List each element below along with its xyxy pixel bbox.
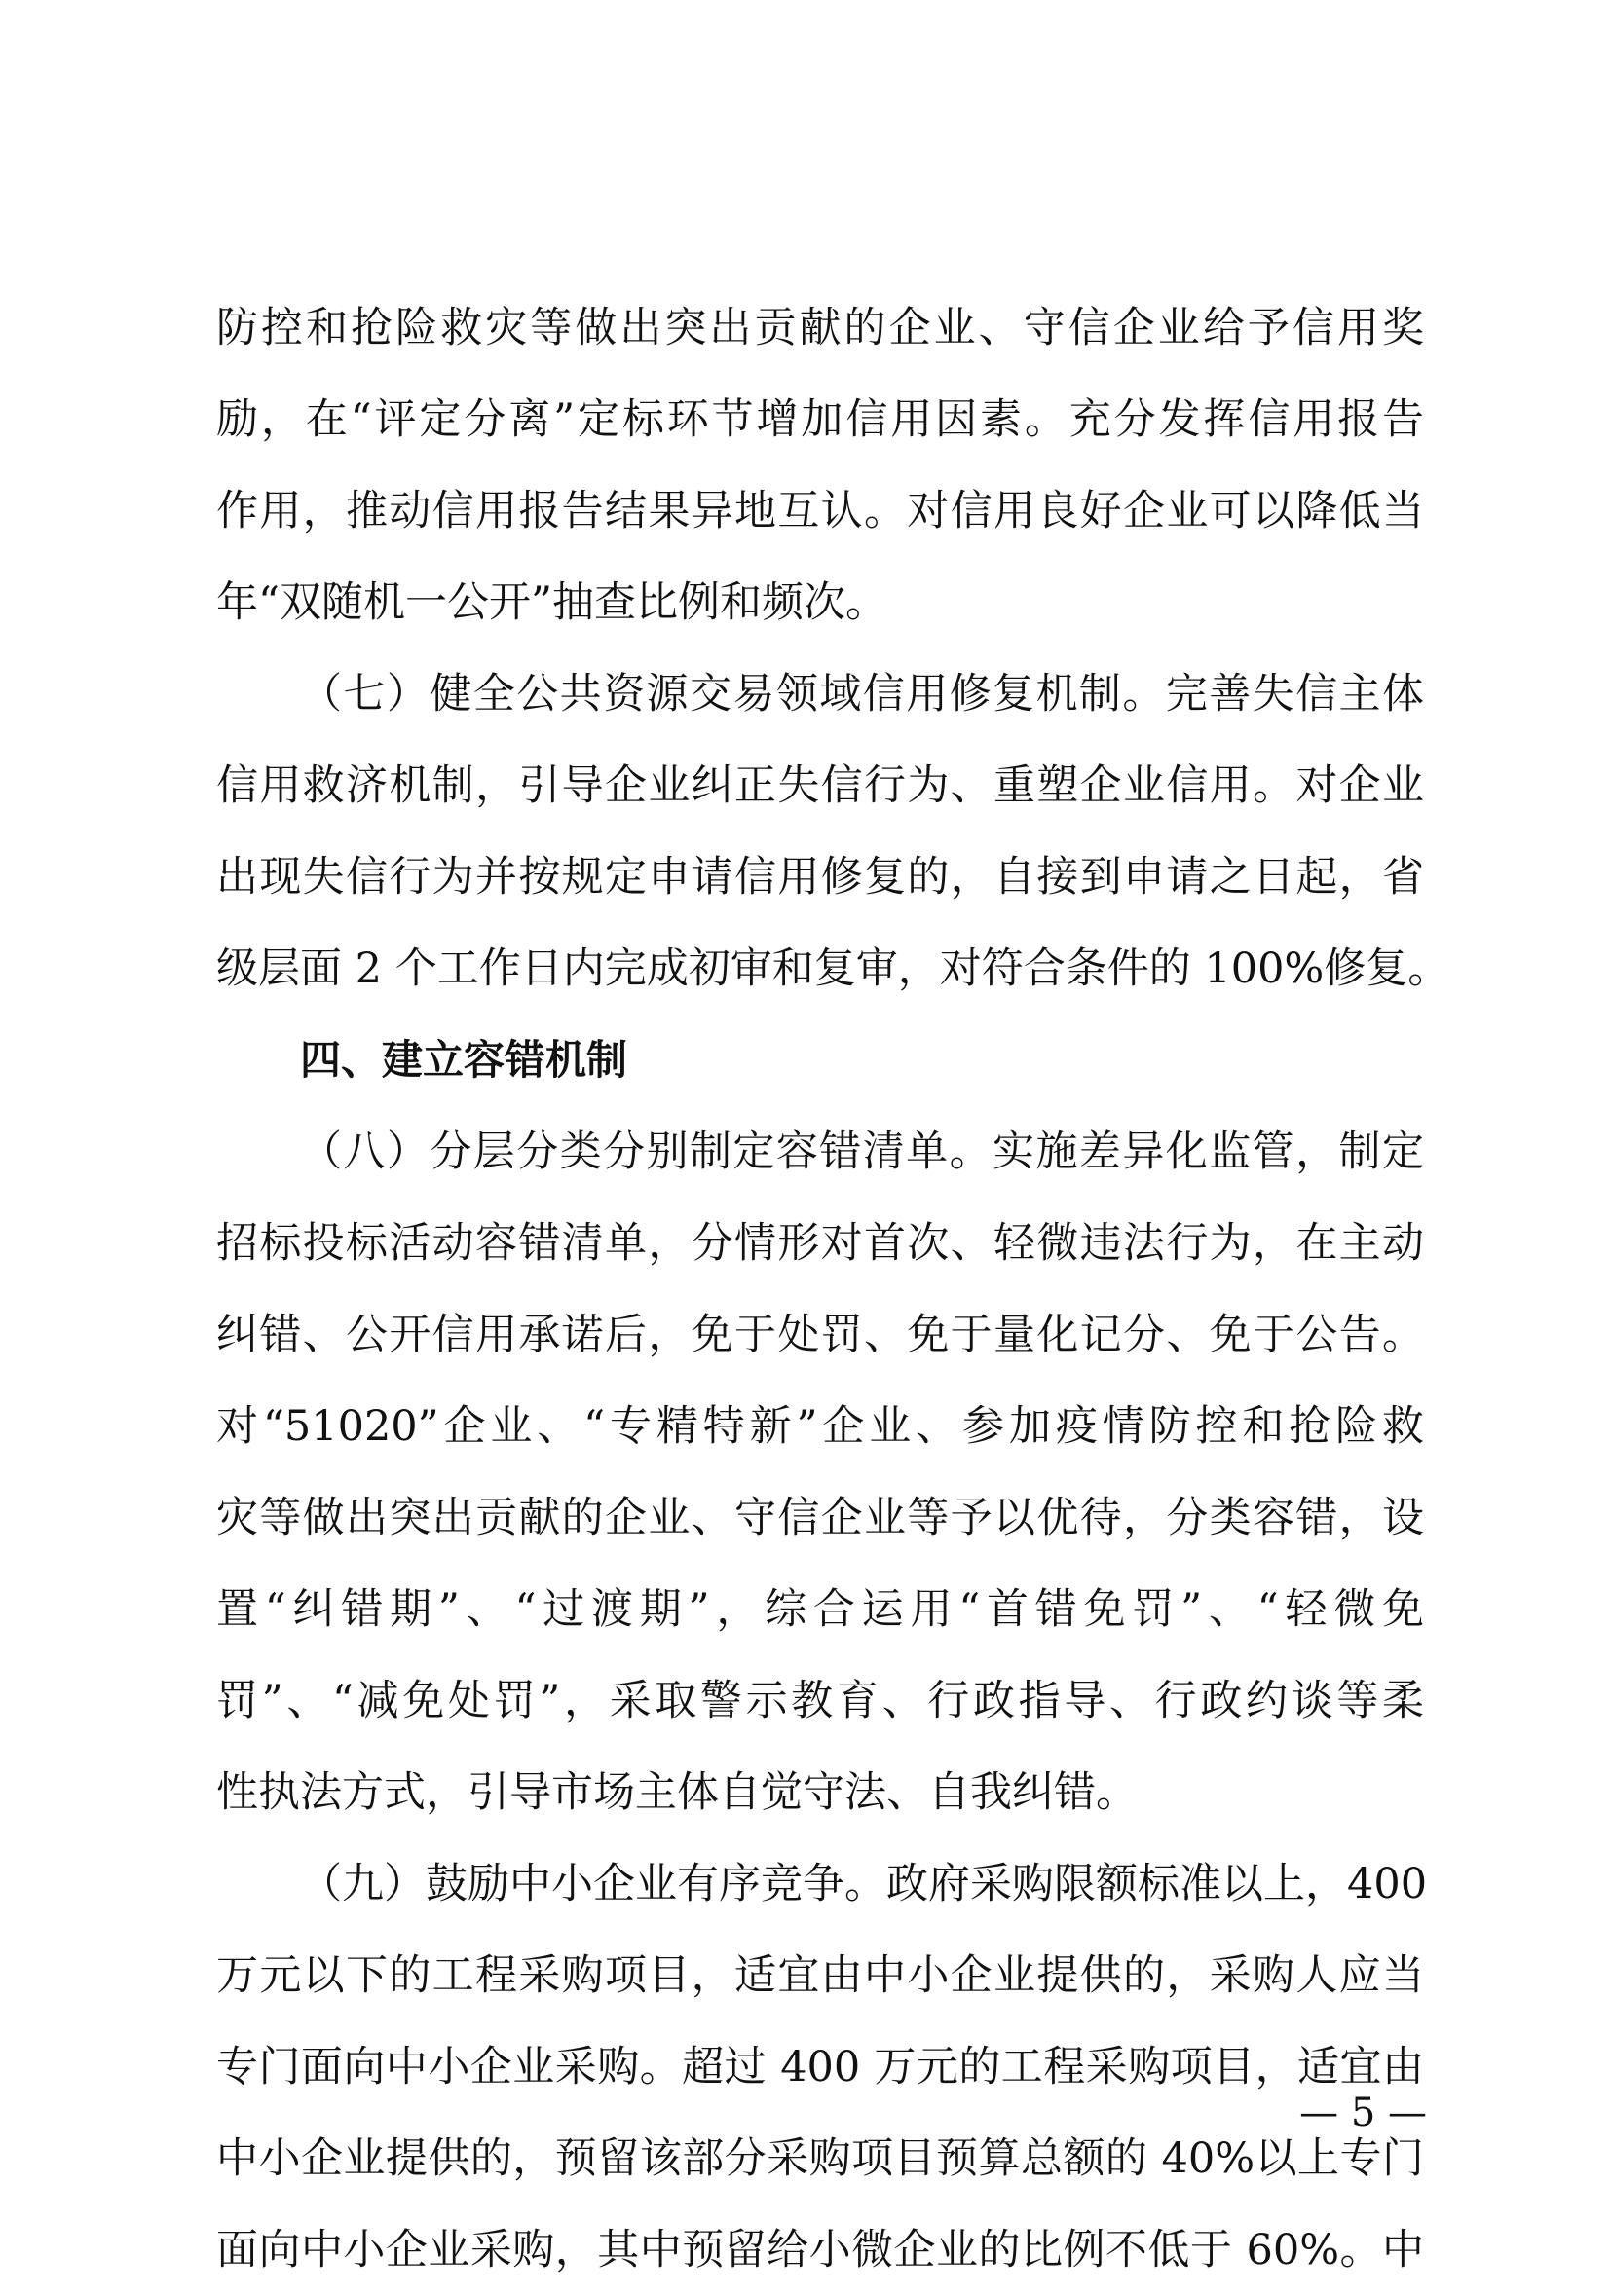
text-line: 招标投标活动容错清单，分情形对首次、轻微违法行为，在主动 — [216, 1219, 1424, 1268]
section-heading: 四、建立容错机制 — [300, 1036, 628, 1084]
page-number: — 5 — — [1299, 2091, 1427, 2135]
text-line: 灾等做出突出贡献的企业、守信企业等予以优待，分类容错，设 — [216, 1494, 1424, 1542]
paragraph-heading-8: （八）分层分类分别制定容错清单。实施差异化监管，制定 — [300, 1128, 1424, 1176]
text-line: 励，在“评定分离”定标环节增加信用因素。充分发挥信用报告 — [216, 395, 1424, 444]
paragraph-heading-9: （九）鼓励中小企业有序竞争。政府采购限额标准以上，400 — [300, 1860, 1428, 1908]
document-body — [216, 282, 1450, 2296]
text-line: 置“纠错期”、“过渡期”，综合运用“首错免罚”、“轻微免 — [216, 1585, 1424, 1634]
text-line: 性执法方式，引导市场主体自觉守法、自我纠错。 — [216, 1768, 1138, 1817]
text-line: 对“51020”企业、“专精特新”企业、参加疫情防控和抢险救 — [216, 1402, 1424, 1451]
text-line: 专门面向中小企业采购。超过 400 万元的工程采购项目，适宜由 — [216, 2043, 1424, 2092]
text-line: 纠错、公开信用承诺后，免于处罚、免于量化记分、免于公告。 — [216, 1311, 1424, 1359]
text-line: 罚”、“减免处罚”，采取警示教育、行政指导、行政约谈等柔 — [216, 1677, 1424, 1725]
text-line: 万元以下的工程采购项目，适宜由中小企业提供的，采购人应当 — [216, 1951, 1424, 2000]
text-line: 级层面 2 个工作日内完成初审和复审，对符合条件的 100%修复。 — [216, 944, 1450, 993]
text-line: 面向中小企业采购，其中预留给小微企业的比例不低于 60%。中 — [216, 2226, 1424, 2275]
text-line: 防控和抢险救灾等做出突出贡献的企业、守信企业给予信用奖 — [216, 304, 1424, 352]
text-line: 信用救济机制，引导企业纠正失信行为、重塑企业信用。对企业 — [216, 761, 1424, 810]
text-line: 年“双随机一公开”抽查比例和频次。 — [216, 578, 887, 627]
paragraph-heading-7: （七）健全公共资源交易领域信用修复机制。完善失信主体 — [300, 670, 1424, 719]
text-line: 作用，推动信用报告结果异地互认。对信用良好企业可以降低当 — [216, 487, 1424, 536]
text-line: 出现失信行为并按规定申请信用修复的，自接到申请之日起，省 — [216, 853, 1424, 902]
text-line: 中小企业提供的，预留该部分采购项目预算总额的 40%以上专门 — [216, 2134, 1424, 2183]
